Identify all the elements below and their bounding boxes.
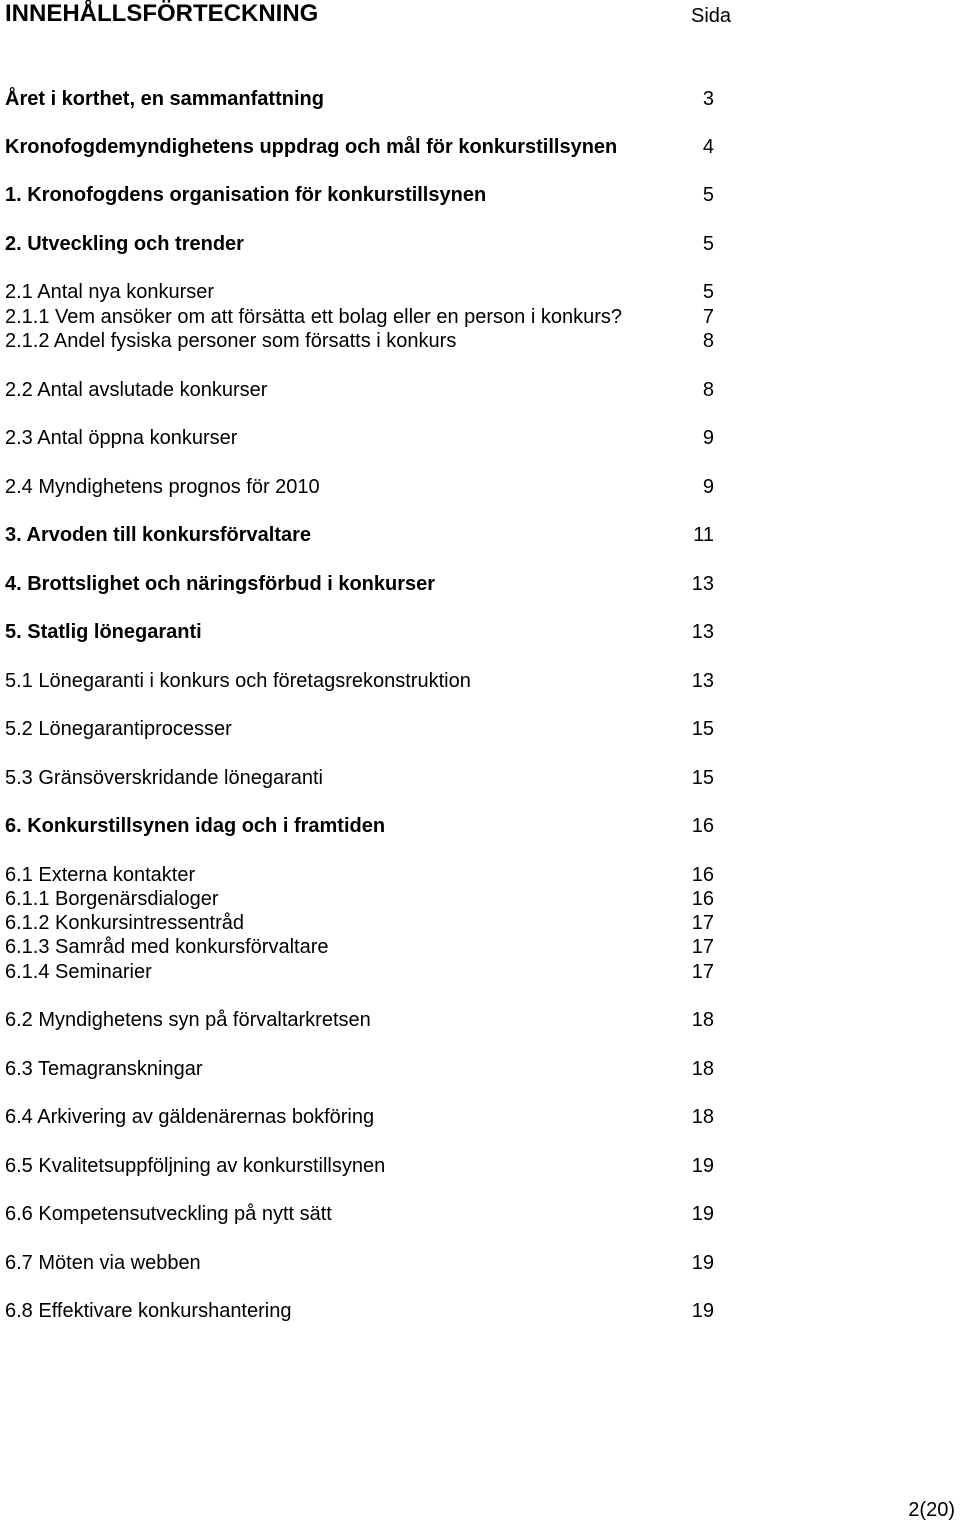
toc-entry-label: 6.6 Kompetensutveckling på nytt sätt	[5, 1203, 332, 1225]
toc-entry-label: 6.4 Arkivering av gäldenärernas bokföring	[5, 1106, 375, 1128]
toc-entry-label: 6.2 Myndighetens syn på förvaltarkretsen	[5, 1009, 371, 1031]
toc-entry-page-number: 16	[691, 815, 714, 837]
page-column-header: Sida	[691, 5, 732, 27]
toc-entry-page-number: 5	[702, 184, 714, 206]
toc-entry-page-number: 17	[691, 936, 714, 958]
toc-entry	[0, 305, 960, 329]
toc-entry-page-number: 9	[702, 427, 714, 449]
toc-entry-page-number: 9	[702, 476, 714, 498]
toc-entry-label: 6. Konkurstillsynen idag och i framtiden	[5, 815, 386, 837]
toc-entry-page-number: 19	[691, 1300, 714, 1322]
toc-entry	[0, 911, 960, 935]
toc-entry	[0, 426, 960, 450]
toc-entry-label: 2.1 Antal nya konkurser	[5, 281, 215, 303]
toc-entry	[0, 523, 960, 547]
toc-entry	[0, 1251, 960, 1275]
toc-entry	[0, 135, 960, 159]
toc-entry-page-number: 11	[693, 524, 714, 546]
toc-entry-label: 6.1.3 Samråd med konkursförvaltare	[5, 936, 329, 958]
toc-entry	[0, 935, 960, 959]
toc-entry-label: 3. Arvoden till konkursförvaltare	[5, 524, 312, 546]
toc-entry	[0, 378, 960, 402]
toc-entry-label: 6.3 Temagranskningar	[5, 1058, 203, 1080]
toc-entry	[0, 669, 960, 693]
toc-entry	[0, 887, 960, 911]
toc-entry	[0, 863, 960, 887]
toc-entry-page-number: 19	[691, 1203, 714, 1225]
toc-entry-page-number: 19	[691, 1252, 714, 1274]
toc-entry-label: 2.2 Antal avslutade konkurser	[5, 379, 268, 401]
toc-entry	[0, 1299, 960, 1323]
toc-entry-page-number: 5	[702, 233, 714, 255]
toc-entry-label: 6.8 Effektivare konkurshantering	[5, 1300, 292, 1322]
toc-entry-page-number: 18	[691, 1106, 714, 1128]
toc-entry-page-number: 13	[691, 670, 714, 692]
page-number-footer: 2(20)	[908, 1499, 955, 1521]
toc-entry-label: Året i korthet, en sammanfattning	[5, 88, 324, 110]
toc-entry	[0, 572, 960, 596]
toc-entry-label: 6.5 Kvalitetsuppföljning av konkurstillsynen	[5, 1155, 386, 1177]
toc-entry-page-number: 17	[691, 912, 714, 934]
toc-entry-label: 5. Statlig lönegaranti	[5, 621, 202, 643]
toc-entry-label: 5.2 Lönegarantiprocesser	[5, 718, 232, 740]
toc-entry-page-number: 19	[691, 1155, 714, 1177]
toc-entry-page-number: 13	[691, 573, 714, 595]
toc-entry-page-number: 13	[691, 621, 714, 643]
toc-entry-page-number: 3	[702, 88, 714, 110]
toc-entry-label: 1. Kronofogdens organisation för konkurstillsynen	[5, 184, 487, 206]
toc-entry-page-number: 8	[702, 330, 714, 352]
toc-entry-page-number: 4	[702, 136, 714, 158]
toc-entry	[0, 1057, 960, 1081]
toc-entry-label: 2.1.2 Andel fysiska personer som försatts i konkurs	[5, 330, 457, 352]
toc-entry-label: 2.4 Myndighetens prognos för 2010	[5, 476, 320, 498]
toc-entry	[0, 1202, 960, 1226]
toc-entry	[0, 329, 960, 353]
toc-entry	[0, 87, 960, 111]
toc-entry	[0, 620, 960, 644]
toc-entry-label: 6.1 Externa kontakter	[5, 864, 196, 886]
toc-entry	[0, 475, 960, 499]
toc-entry-page-number: 15	[691, 718, 714, 740]
toc-entry	[0, 717, 960, 741]
toc-entry-label: 5.1 Lönegaranti i konkurs och företagsrekonstruktion	[5, 670, 471, 692]
toc-entry-label: 6.1.2 Konkursintressentråd	[5, 912, 245, 934]
toc-entry-label: 5.3 Gränsöverskridande lönegaranti	[5, 767, 323, 789]
toc-entry-label: Kronofogdemyndighetens uppdrag och mål för konkurstillsynen	[5, 136, 618, 158]
toc-entry-page-number: 18	[691, 1009, 714, 1031]
toc-entry-page-number: 15	[691, 767, 714, 789]
toc-entry	[0, 1154, 960, 1178]
toc-entry-page-number: 16	[691, 864, 714, 886]
toc-entry-label: 6.1.4 Seminarier	[5, 961, 152, 983]
toc-entry	[0, 1105, 960, 1129]
toc-entry-label: 2.3 Antal öppna konkurser	[5, 427, 238, 449]
toc-entry	[0, 232, 960, 256]
toc-entry-label: 6.1.1 Borgenärsdialoger	[5, 888, 219, 910]
toc-entry-page-number: 17	[691, 961, 714, 983]
toc-entry-page-number: 7	[702, 306, 714, 328]
toc-entry	[0, 766, 960, 790]
toc-entry-page-number: 16	[691, 888, 714, 910]
toc-entry-label: 4. Brottslighet och näringsförbud i konkurser	[5, 573, 436, 595]
toc-entry	[0, 1008, 960, 1032]
toc-entry-label: 6.7 Möten via webben	[5, 1252, 201, 1274]
toc-entry	[0, 814, 960, 838]
toc-entry-label: 2. Utveckling och trender	[5, 233, 244, 255]
toc-entry-page-number: 5	[702, 281, 714, 303]
toc-entry	[0, 280, 960, 304]
toc-entry	[0, 960, 960, 984]
document-title: INNEHÅLLSFÖRTECKNING	[5, 0, 319, 27]
toc-entry-label: 2.1.1 Vem ansöker om att försätta ett bolag eller en person i konkurs?	[5, 306, 623, 328]
toc-entry-page-number: 8	[702, 379, 714, 401]
toc-entry	[0, 183, 960, 207]
toc-entry-page-number: 18	[691, 1058, 714, 1080]
